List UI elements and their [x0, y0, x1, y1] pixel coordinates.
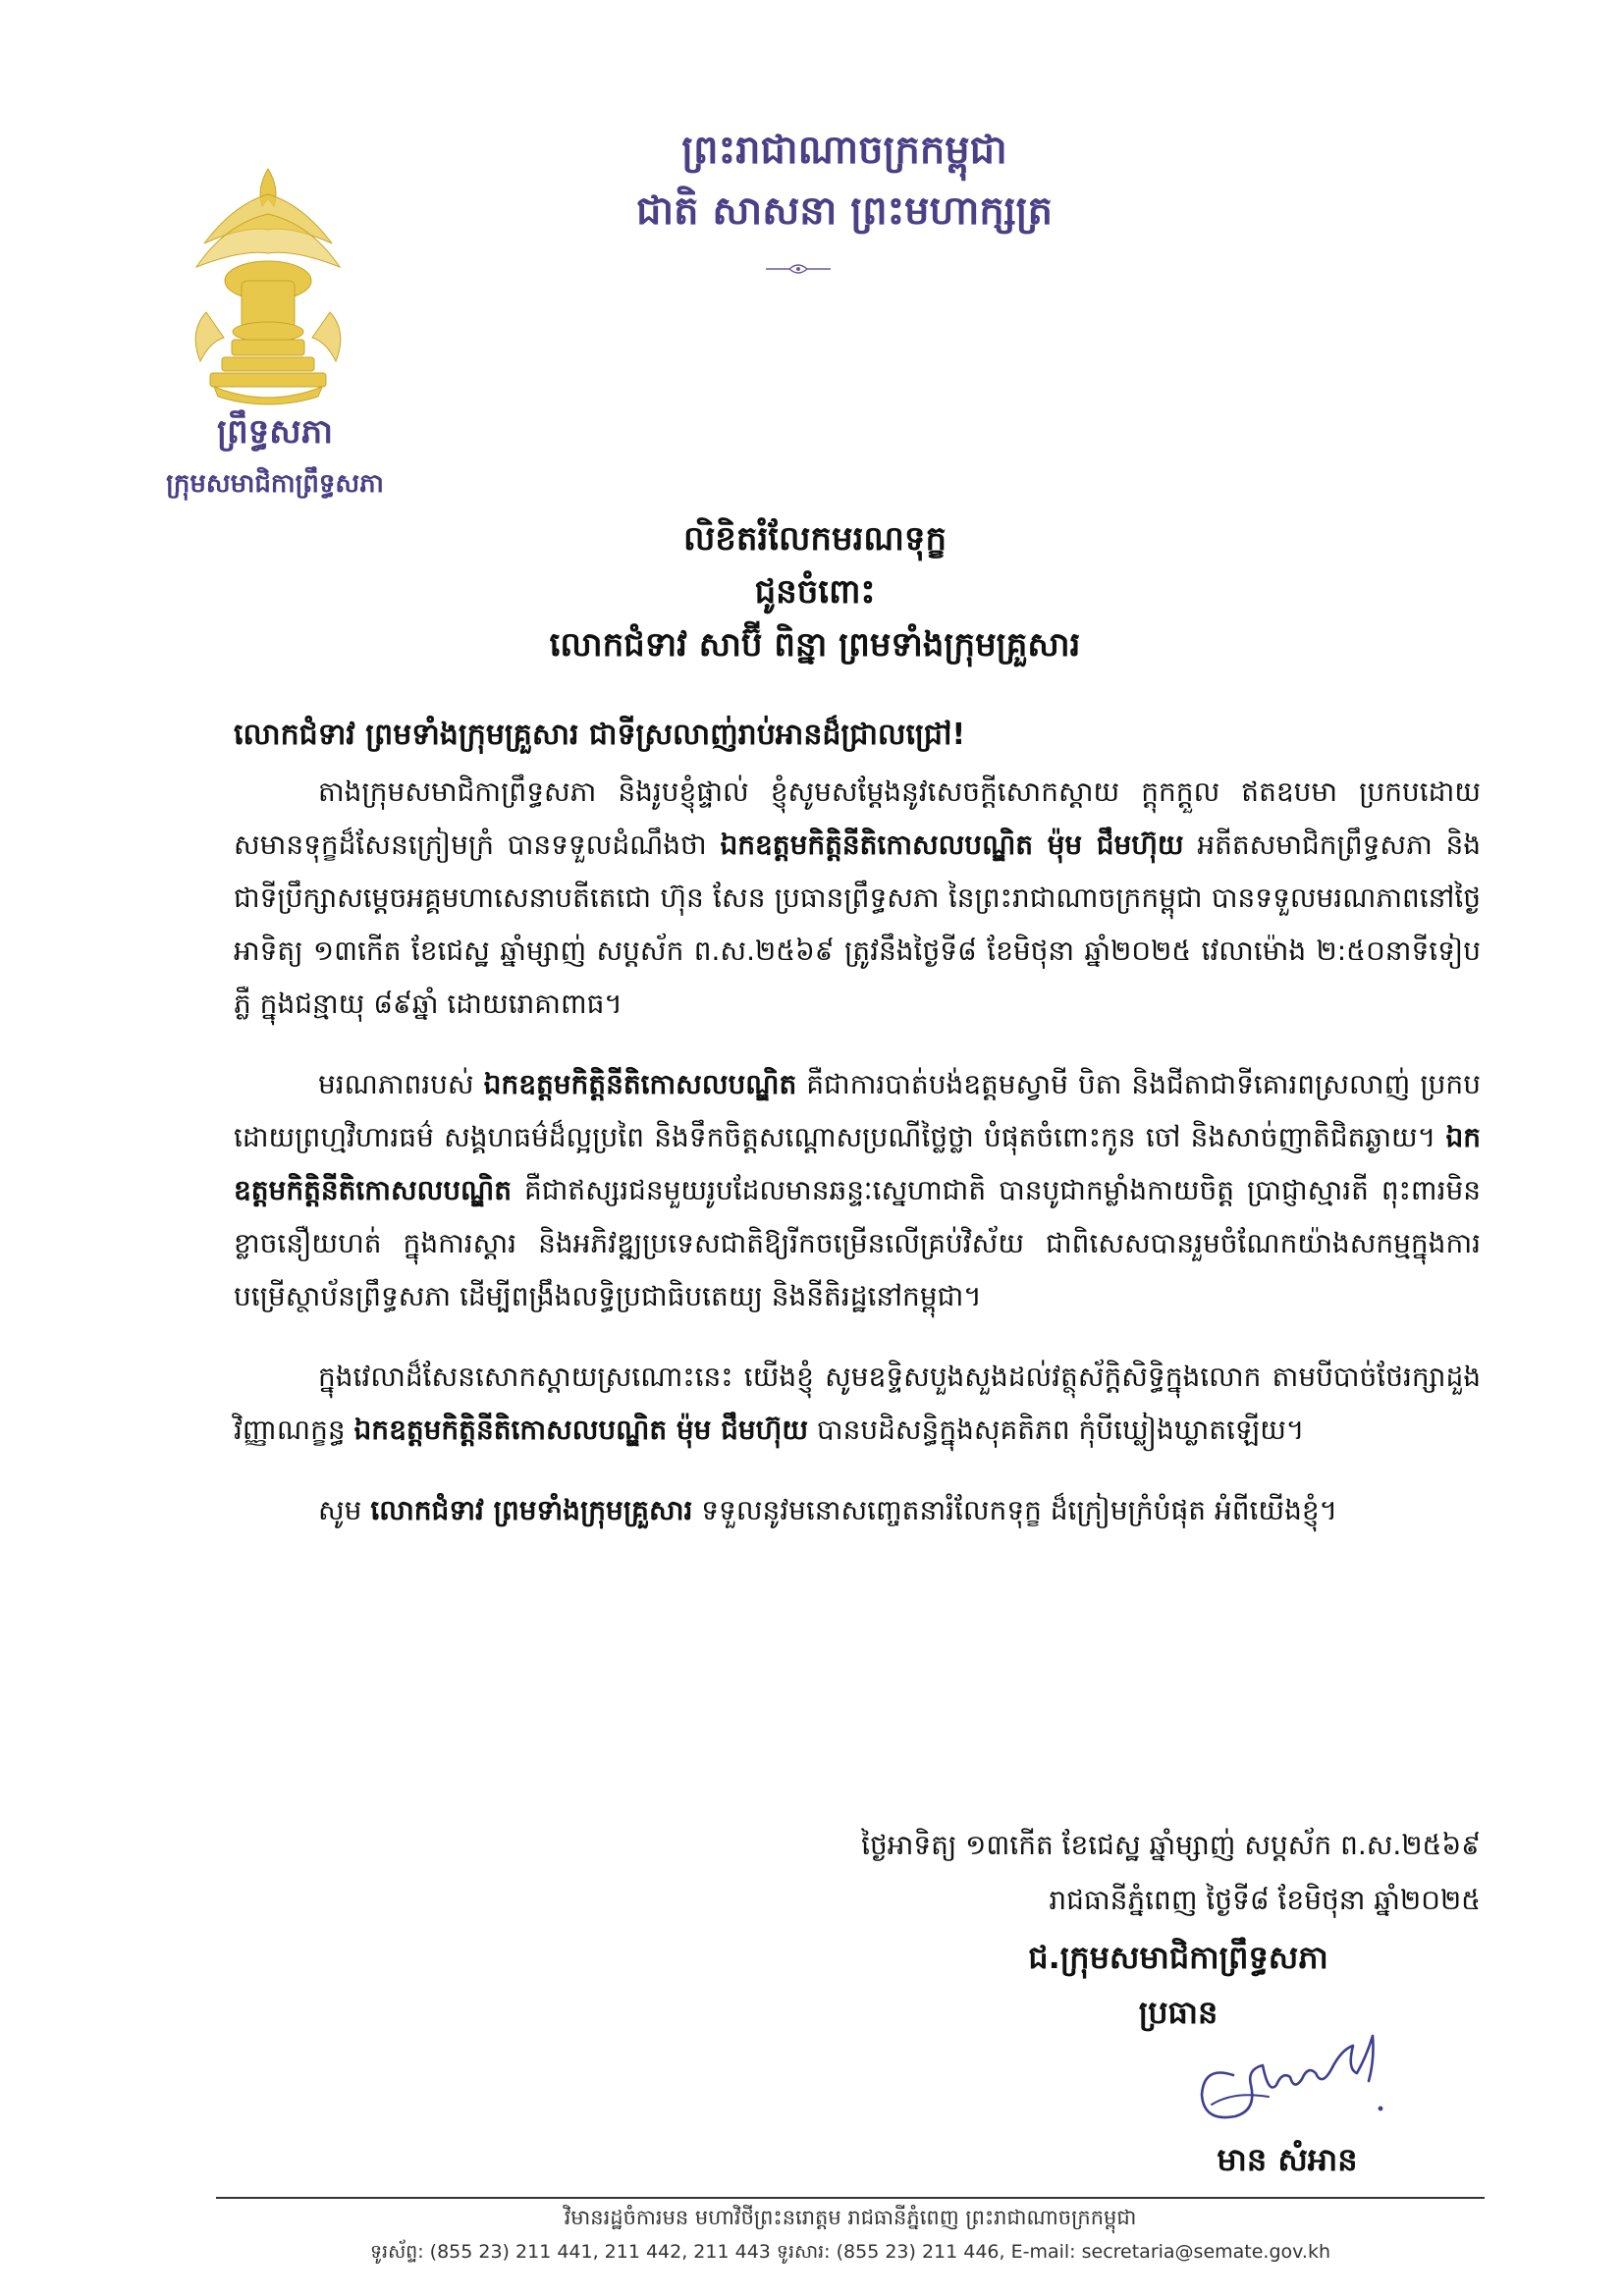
signer-role: ប្រធាន [1138, 1994, 1218, 2031]
title-line-1: លិខិតរំលែកមរណទុក្ខ [682, 519, 947, 559]
paragraph-1-text-a: តាងក្រុមសមាជិកាព្រឹទ្ធសភា និងរូបខ្ញុំផ្ទាល់ ខ្ញុំសូមសម្តែងនូវសេចក្តីសោកស្តាយ ក្តុកក្តួល ឥតឧបមា ប្រកបដោយសមានទុក្ខដ៏សែនក្រៀមក្រំ បានទទួលដំណឹងថា [234, 775, 1481, 861]
deceased-name-2: ឯកឧត្តមកិត្តិនីតិកោសលបណ្ឌិត ម៉ុម ជឹមហ៊ុយ [353, 1414, 808, 1446]
paragraph-1 [234, 766, 1481, 1031]
salutation: លោកជំទាវ ព្រមទាំងក្រុមគ្រួសារ ជាទីស្រលាញ់រាប់អានដ៏ជ្រាលជ្រៅ! [234, 718, 966, 752]
paragraph-4 [234, 1484, 1481, 1537]
recipient-name: លោកជំទាវ ព្រមទាំងក្រុមគ្រួសារ [370, 1494, 693, 1526]
paragraph-4-text-b: ទទួលនូវមនោសញ្ចេតនារំលែកទុក្ខ ដ៏ក្រៀមក្រំបំផុត អំពីយើងខ្ញុំ។ [701, 1494, 1338, 1526]
paragraph-3-text-b: បានបដិសន្ធិក្នុងសុគតិភព កុំបីឃ្លៀងឃ្លាតឡើយ។ [816, 1414, 1305, 1446]
paragraph-2 [234, 1058, 1481, 1323]
paragraph-1-text-b: អតីតសមាជិកព្រឹទ្ធសភា និងជាទីប្រឹក្សាសម្តេចអគ្គមហាសេនាបតីតេជោ ហ៊ុន សែន ប្រធានព្រឹទ្ធសភា នៃព្រះរាជាណាចក្រកម្ពុជា បានទទួលមរណភាពនៅថ្ងៃអាទិត្យ ១៣កើត ខែជេស្ឋ ឆ្នាំម្សាញ់ សប្តស័ក ព.ស.២៥៦៩ ត្រូវនឹងថ្ងៃទី៨ ខែមិថុនា ឆ្នាំ២០២៥ វេលាម៉ោង ២:៥០នាទីទៀបភ្លឺ ក្នុងជន្មាយុ ៨៩ឆ្នាំ ដោយរោគាពាធ។ [234, 828, 1482, 1020]
solar-date: រាជធានីភ្នំពេញ ថ្ងៃទី៨ ខែមិថុនា ឆ្នាំ២០២៥ [1049, 1884, 1481, 1916]
national-motto: ជាតិ សាសនា ព្រះមហាក្សត្រ [636, 187, 1053, 234]
paragraph-3-text-a: ក្នុងវេលាដ៏សែនសោកស្តាយស្រណោះនេះ យើងខ្ញុំ សូមឧទ្ទិសបួងសួងដល់វត្ថុស័ក្តិសិទ្ធិក្នុងលោក តាមបីបាច់ថែរក្សាដួងវិញ្ញាណក្ខន្ធ [234, 1361, 1481, 1446]
paragraph-2-text-a: មរណភាពរបស់ [318, 1068, 474, 1100]
paragraph-2-text-c: គឺជាឥស្សរជនមួយរូបដែលមានឆន្ទៈស្នេហាជាតិ បានបូជាកម្លាំងកាយចិត្ត ប្រាជ្ញាស្មារតី ពុះពារមិនខ្លាចនឿយហត់ ក្នុងការស្តារ និងអភិវឌ្ឍប្រទេសជាតិឱ្យរីកចម្រើនលើគ្រប់វិស័យ ជាពិសេសបានរួមចំណែកយ៉ាងសកម្មក្នុងការបម្រើស្ថាប័នព្រឹទ្ធសភា ដើម្បីពង្រឹងលទ្ធិប្រជាធិបតេយ្យ និងនីតិរដ្ឋនៅកម្ពុជា។ [234, 1174, 1481, 1312]
signer-name: មាន សំអាន [1217, 2141, 1358, 2178]
date-block [648, 1818, 1481, 1928]
senate-emblem-icon [185, 165, 352, 408]
signature-image [1174, 2026, 1420, 2134]
on-behalf-of: ជ.ក្រុមសមាជិកាព្រឹទ្ធសភា [1028, 1939, 1328, 1976]
footer-address: វិមានរដ្ឋចំការមន មហាវិថីព្រះនរោត្តម រាជធានីភ្នំពេញ ព្រះរាជាណាចក្រកម្ពុជា [564, 2206, 1137, 2229]
document-title [236, 512, 1394, 671]
kingdom-header [550, 120, 1139, 241]
footer-divider [216, 2197, 1485, 2199]
paragraph-2-text-b: គឺជាការបាត់បង់ឧត្តមស្វាមី បិតា និងជីតាជាទីគោរពស្រលាញ់ ប្រកបដោយព្រហ្មវិហារធម៌ សង្គហធម៌ដ៏ល្អប្រពៃ និងទឹកចិត្តសណ្តោសប្រណីថ្លៃថ្លា បំផុតចំពោះកូន ចៅ និងសាច់ញាតិជិតឆ្ងាយ។ [234, 1068, 1481, 1153]
organization-name: ព្រឹទ្ធសភា [216, 412, 334, 452]
paragraph-4-text-a: សូម [318, 1494, 362, 1526]
paragraph-3 [234, 1351, 1481, 1457]
deceased-title-1: ឯកឧត្តមកិត្តិនីតិកោសលបណ្ឌិត [483, 1068, 797, 1100]
deceased-name: ឯកឧត្តមកិត្តិនីតិកោសលបណ្ឌិត ម៉ុម ជឹមហ៊ុយ [720, 828, 1184, 861]
organization-subtitle: ក្រុមសមាជិកាព្រឹទ្ធសភា [166, 469, 384, 499]
kingdom-name: ព្រះរាជាណាចក្រកម្ពុជា [681, 127, 1007, 173]
lunar-date: ថ្ងៃអាទិត្យ ១៣កើត ខែជេស្ឋ ឆ្នាំម្សាញ់ សប្តស័ក ព.ស.២៥៦៩ [861, 1829, 1481, 1861]
signoff-block [903, 1930, 1453, 2040]
deceased-title-2: ឯកឧត្តមកិត្តិនីតិកោសលបណ្ឌិត [234, 1121, 1481, 1206]
title-line-2: ជូនចំពោះ [754, 572, 876, 612]
divider-ornament-icon [766, 261, 831, 277]
title-line-3: លោកជំទាវ សាប៊ី ពិន្នា ព្រមទាំងក្រុមគ្រួសារ [549, 625, 1081, 665]
letter-body [234, 709, 1481, 1565]
footer-contact: ទូរស័ព្ទ: (855 23) 211 441, 211 442, 211 443 ទូរសារ: (855 23) 211 446, E-mail: secretaria@semate.gov.kh [369, 2241, 1331, 2263]
